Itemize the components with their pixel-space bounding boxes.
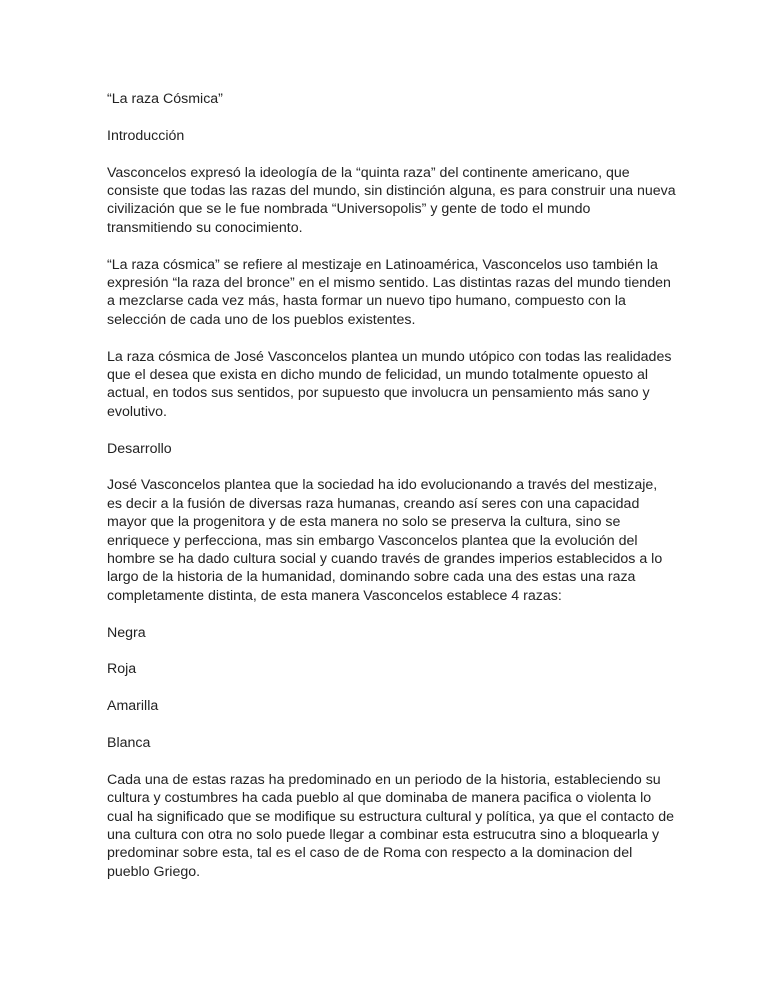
text-line: hombre se ha dado cultura social y cuando través de grandes imperios establecidos a lo — [107, 551, 663, 568]
paragraph-list-item — [107, 697, 677, 715]
text-line: cultura y costumbres ha cada pueblo al que dominaba de manera pacifica o violenta lo — [107, 790, 652, 807]
text-line: selección de cada uno de los pueblos existentes. — [107, 311, 416, 328]
text-line: largo de la historia de la humanidad, dominando sobre cada una des estas una raza — [107, 569, 636, 586]
text-line: una cultura con otra no solo puede llegar a combinar esta estrucutra sino a bloquearla y — [107, 827, 660, 844]
paragraph-heading — [107, 440, 677, 458]
text-line: La raza cósmica de José Vasconcelos plantea un mundo utópico con todas las realidades — [107, 348, 672, 365]
text-line: “La raza cósmica” se refiere al mestizaje en Latinoamérica, Vasconcelos uso también la — [107, 256, 658, 273]
text-line: pueblo Griego. — [107, 863, 201, 880]
text-line: Roja — [107, 661, 137, 678]
paragraph-list-item — [107, 660, 677, 678]
text-line: Cada una de estas razas ha predominado en un periodo de la historia, estableciendo su — [107, 771, 661, 788]
paragraph-body — [107, 771, 677, 881]
paragraph-body — [107, 348, 677, 422]
text-line: Introducción — [107, 127, 185, 144]
text-line: cual ha significado que se modifique su estructura cultural y política, ya que el contacto de — [107, 808, 675, 825]
paragraph-body — [107, 256, 677, 330]
paragraph-list-item — [107, 624, 677, 642]
text-line: enriquece y perfecciona, mas sin embargo Vasconcelos plantea que la evolución del — [107, 532, 638, 549]
text-line: Amarilla — [107, 698, 159, 715]
text-line: transmitiendo su conocimiento. — [107, 219, 303, 236]
paragraph-title — [107, 90, 677, 108]
text-line: “La raza Cósmica” — [107, 91, 223, 107]
text-line: Desarrollo — [107, 440, 172, 457]
text-line: actual, en todos sus sentidos, por supuesto que involucra un pensamiento más sano y — [107, 385, 650, 402]
text-line: Vasconcelos expresó la ideología de la “quinta raza” del continente americano, que — [107, 164, 630, 181]
text-line: expresión “la raza del bronce” en el mismo sentido. Las distintas razas del mundo tienden — [107, 275, 671, 292]
text-line: es decir a la fusión de diversas raza humanas, creando así seres con una capacidad — [107, 495, 640, 512]
text-line: predominar sobre esta, tal es el caso de de Roma con respecto a la dominacion del — [107, 845, 633, 862]
text-line: civilización que se le fue nombrada “Universopolis” y gente de todo el mundo — [107, 201, 591, 218]
text-line: Blanca — [107, 735, 151, 752]
text-line: a mezclarse cada vez más, hasta formar un nuevo tipo humano, compuesto con la — [107, 293, 626, 310]
text-line: que el desea que exista en dicho mundo de felicidad, un mundo totalmente opuesto al — [107, 367, 649, 384]
paragraph-list-item — [107, 734, 677, 752]
paragraph-body — [107, 476, 677, 605]
text-line: consiste que todas las razas del mundo, sin distinción alguna, es para construir una nueva — [107, 183, 676, 199]
paragraph-heading — [107, 127, 677, 145]
text-line: evolutivo. — [107, 403, 167, 420]
text-line: mayor que la progenitora y de esta manera no solo se preserva la cultura, sino se — [107, 514, 621, 531]
text-line: Negra — [107, 624, 146, 641]
text-line: completamente distinta, de esta manera Vasconcelos establece 4 razas: — [107, 587, 562, 604]
paragraph-body — [107, 164, 677, 238]
text-line: José Vasconcelos plantea que la sociedad ha ido evolucionando a través del mestizaje, — [107, 477, 658, 494]
document-page — [107, 90, 677, 900]
